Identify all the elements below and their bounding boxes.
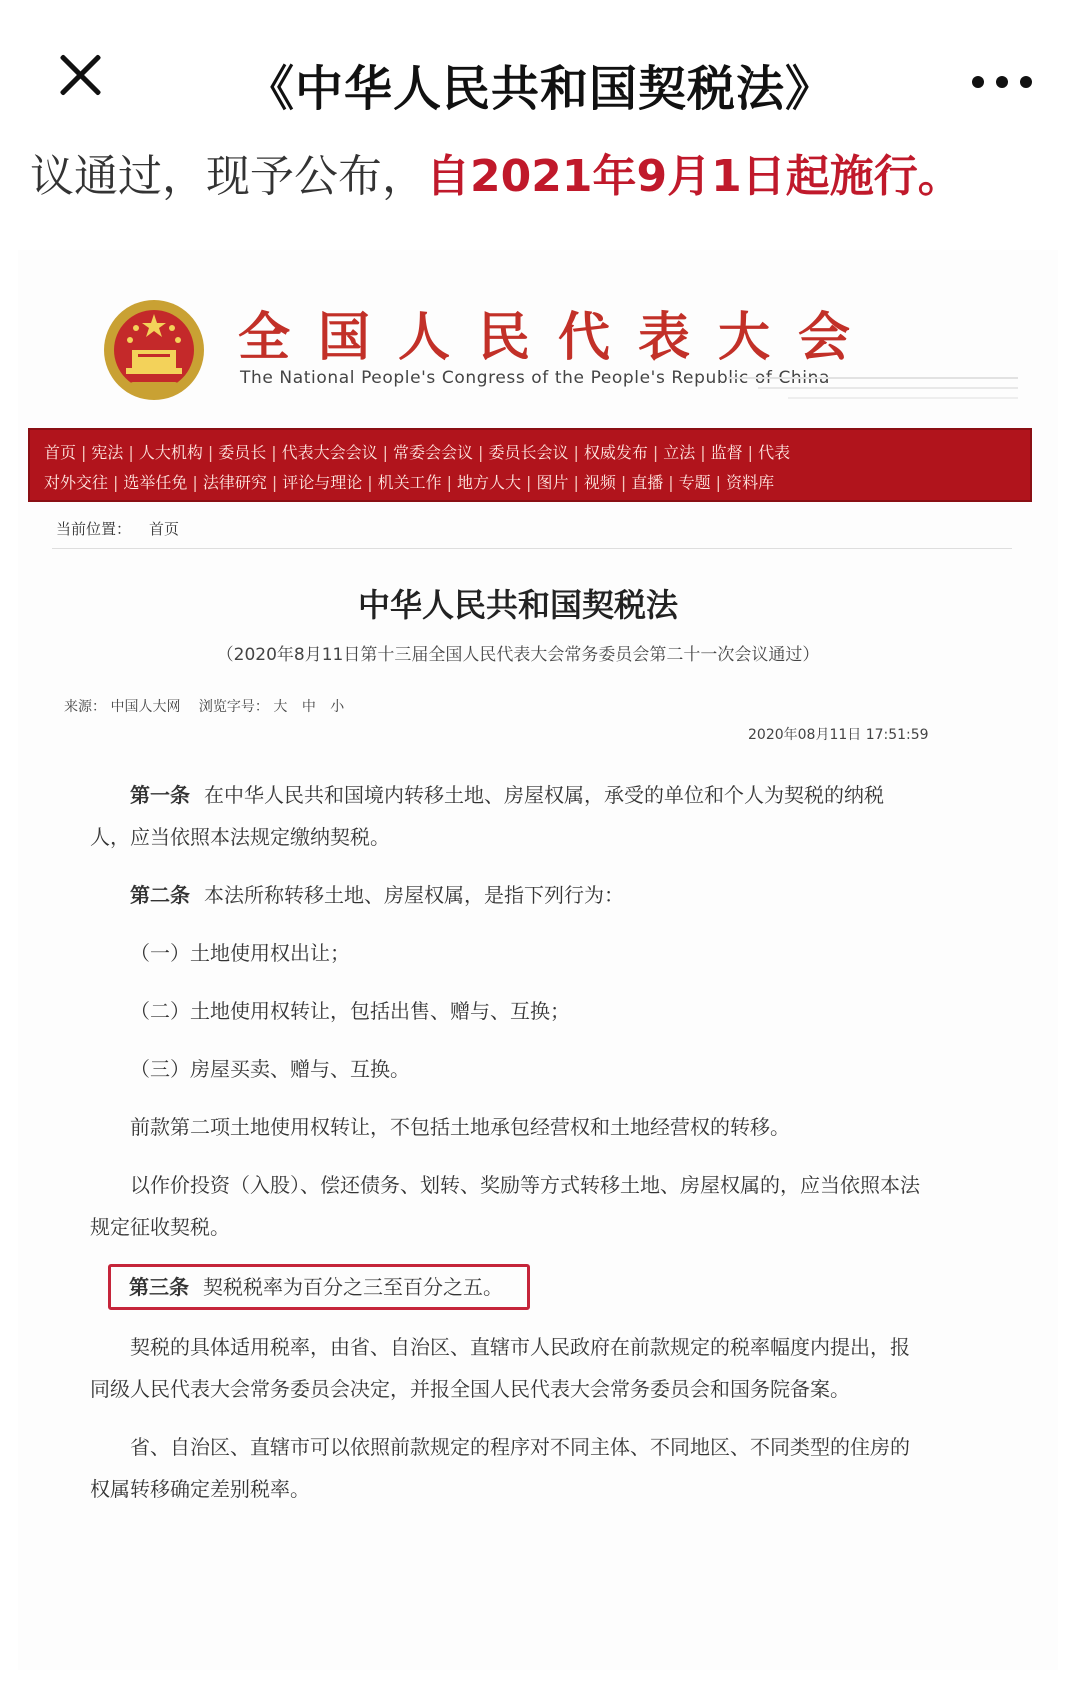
site-name-cn: 全国人民代表大会: [238, 307, 879, 368]
top-bar: [0, 0, 1079, 202]
paragraph-b: 以作价投资（入股）、偿还债务、划转、奖励等方式转移土地、房屋权属的，应当依照本法规定征收契税。: [90, 1173, 920, 1239]
main-nav: [28, 428, 1032, 502]
breadcrumb-home-link[interactable]: 首页: [149, 520, 180, 538]
nav-separator: |: [271, 443, 277, 462]
nav-separator: |: [207, 443, 214, 462]
article-1-text: 在中华人民共和国境内转移土地、房屋权属，承受的单位和个人为契税的纳税人，应当依照本法规定缴纳契税。: [90, 783, 884, 849]
nav-item-r1-4[interactable]: 代表大会会议: [281, 443, 378, 462]
article-subtitle: （2020年8月11日第十三届全国人民代表大会常务委员会第二十一次会议通过）: [216, 645, 820, 665]
nav-item-r1-6[interactable]: 委员长会议: [488, 443, 569, 462]
list-item-3: （三）房屋买卖、赠与、互换。: [130, 1057, 410, 1081]
nav-item-r1-3[interactable]: 委员长: [218, 443, 267, 462]
article-3-highlight-box: [108, 1264, 530, 1310]
nav-separator: |: [478, 443, 484, 462]
subheading-highlight: 自2021年9月1日起施行。: [426, 151, 962, 202]
paragraph-a: 前款第二项土地使用权转让，不包括土地承包经营权和土地经营权的转移。: [130, 1115, 790, 1139]
list-item-1: （一）土地使用权出让；: [130, 941, 350, 965]
subheading: [30, 140, 962, 204]
national-emblem-icon: [102, 298, 206, 402]
page-title: 《中华人民共和国契税法》: [245, 61, 834, 117]
paragraph-c: 契税的具体适用税率，由省、自治区、直辖市人民政府在前款规定的税率幅度内提出，报同级人民代表大会常务委员会决定，并报全国人民代表大会常务委员会和国务院备案。: [90, 1335, 910, 1401]
nav-separator: |: [573, 473, 579, 492]
nav-row-2: [44, 470, 774, 493]
nav-separator: |: [128, 443, 134, 462]
nav-item-r2-2[interactable]: 法律研究: [202, 473, 267, 492]
nav-separator: |: [715, 473, 722, 492]
breadcrumb: [56, 518, 179, 539]
site-name-en: The National People's Congress of the People's Republic of China: [240, 368, 831, 388]
article-2-title: 第二条: [130, 883, 190, 907]
nav-item-r1-7[interactable]: 权威发布: [583, 443, 648, 462]
divider: [52, 548, 1012, 549]
close-icon[interactable]: [52, 46, 108, 102]
article-1: [90, 774, 920, 858]
article-title: 中华人民共和国契税法: [357, 586, 678, 624]
nav-item-r2-8[interactable]: 直播: [631, 473, 664, 492]
article-2-text: 本法所称转移土地、房屋权属，是指下列行为：: [204, 883, 624, 907]
nav-item-r1-0[interactable]: 首页: [44, 443, 77, 462]
nav-separator: |: [367, 473, 373, 492]
nav-item-r1-1[interactable]: 宪法: [91, 443, 124, 462]
nav-item-r1-8[interactable]: 立法: [663, 443, 696, 462]
nav-item-r2-6[interactable]: 图片: [536, 473, 569, 492]
nav-separator: |: [620, 473, 627, 492]
font-size-medium[interactable]: 中: [301, 699, 316, 715]
source-value: 中国人大网: [110, 699, 181, 715]
nav-item-r2-4[interactable]: 机关工作: [377, 473, 442, 492]
nav-item-r2-0[interactable]: 对外交往: [44, 473, 109, 492]
nav-row-1: [44, 440, 790, 463]
article-1-title: 第一条: [130, 783, 190, 807]
nav-item-r2-5[interactable]: 地方人大: [457, 473, 522, 492]
nav-item-r2-3[interactable]: 评论与理论: [282, 473, 363, 492]
nav-item-r1-10[interactable]: 代表: [758, 443, 791, 462]
nav-item-r2-10[interactable]: 资料库: [726, 473, 775, 492]
font-size-large[interactable]: 大: [273, 699, 288, 715]
breadcrumb-label: 当前位置：: [56, 520, 132, 538]
article-datetime: 2020年08月11日 17:51:59: [748, 727, 929, 743]
subheading-prefix: 议通过，现予公布，: [30, 151, 426, 202]
nav-separator: |: [271, 473, 278, 492]
nav-separator: |: [668, 473, 674, 492]
nav-separator: |: [652, 443, 659, 462]
article-3-title: 第三条: [129, 1275, 189, 1299]
nav-separator: |: [382, 443, 389, 462]
article-3-text: 契税税率为百分之三至百分之五。: [203, 1275, 503, 1299]
nav-item-r1-5[interactable]: 常委会会议: [393, 443, 474, 462]
article-meta: [64, 696, 354, 716]
nav-item-r1-2[interactable]: 人大机构: [138, 443, 203, 462]
document-screenshot: [18, 250, 1058, 1670]
nav-separator: |: [446, 473, 453, 492]
nav-separator: |: [81, 443, 87, 462]
decorative-lines: [718, 368, 1018, 408]
nav-separator: |: [192, 473, 198, 492]
nav-separator: |: [573, 443, 579, 462]
font-size-label: 浏览字号：: [198, 699, 269, 715]
nav-separator: |: [113, 473, 119, 492]
nav-item-r2-7[interactable]: 视频: [583, 473, 616, 492]
article-body: [90, 774, 920, 1526]
more-icon[interactable]: [968, 70, 1038, 90]
source-label: 来源：: [64, 699, 106, 715]
nav-item-r1-9[interactable]: 监督: [710, 443, 743, 462]
nav-separator: |: [526, 473, 532, 492]
font-size-small[interactable]: 小: [330, 699, 345, 715]
nav-item-r2-9[interactable]: 专题: [678, 473, 711, 492]
nav-separator: |: [700, 443, 706, 462]
nav-item-r2-1[interactable]: 选举任免: [123, 473, 188, 492]
list-item-2: （二）土地使用权转让，包括出售、赠与、互换；: [130, 999, 570, 1023]
nav-separator: |: [747, 443, 754, 462]
article-2: [90, 874, 920, 916]
paragraph-d: 省、自治区、直辖市可以依照前款规定的程序对不同主体、不同地区、不同类型的住房的权属转移确定差别税率。: [90, 1435, 910, 1501]
